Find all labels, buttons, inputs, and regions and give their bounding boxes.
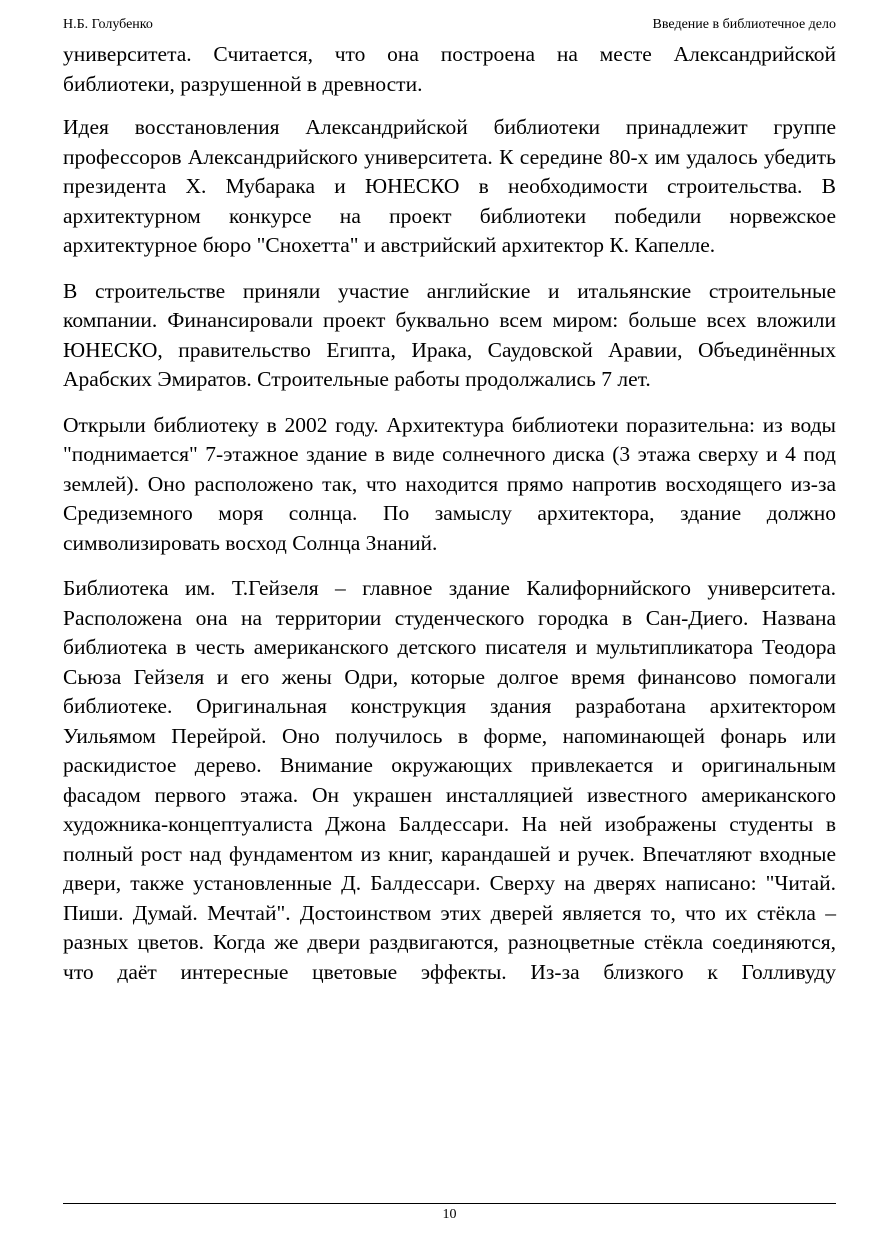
footer-divider — [63, 1203, 836, 1204]
page-body — [63, 40, 836, 987]
paragraph-geisel-library: Библиотека им. Т.Гейзеля – главное здание Калифорнийского университета. Расположена она на территории студенческого городка в Сан-Диего. Названа библиотека в честь американского детского писателя и мультипликатора Теодора Сьюза Гейзеля и его жены Одри, которые долгое время финансово помогали библиотеке. Оригинальная конструкция здания разработана архитектором Уильямом Перейрой. Оно получилось в форме, напоминающей фонарь или раскидистое дерево. Внимание окружающих привлекается и оригинальным фасадом первого этажа. Он украшен инсталляцией известного американского художника-концептуалиста Джона Балдессари. На ней изображены студенты в полный рост над фундаментом из книг, карандашей и ручек. Впечатляют входные двери, также установленные Д. Балдессари. Сверху на дверях написано: "Читай. Пиши. Думай. Мечтай". Достоинством этих дверей является то, что их стёкла – разных цветов. Когда же двери раздвигаются, разноцветные стёкла соединяются, что даёт интересные цветовые эффекты. Из-за близкого к Голливуду — [63, 576, 836, 984]
page-header — [63, 16, 836, 34]
header-document-title: Введение в библиотечное дело — [652, 17, 836, 32]
paragraph-continuation: университета. Считается, что она построена на месте Александрийской библиотеки, разрушенной в древности. — [63, 42, 836, 96]
page-number: 10 — [442, 1207, 457, 1222]
header-author: Н.Б. Голубенко — [63, 17, 153, 32]
paragraph-library-opening: Открыли библиотеку в 2002 году. Архитектура библиотеки поразительна: из воды "поднимается" 7-этажное здание в виде солнечного диска (3 этажа сверху и 4 под землей). Оно расположено так, что находится прямо напротив восходящего из-за Средиземного моря солнца. По замыслу архитектора, здание должно символизировать восход Солнца Знаний. — [63, 412, 836, 555]
paragraph-construction-funding: В строительстве приняли участие английские и итальянские строительные компании. Финансировали проект буквально всем миром: больше всех вложили ЮНЕСКО, правительство Египта, Ирака, Саудовской Аравии, Объединённых Арабских Эмиратов. Строительные работы продолжались 7 лет. — [63, 278, 836, 391]
paragraph-library-restoration-idea: Идея восстановления Александрийской библиотеки принадлежит группе профессоров Александрийского университета. К середине 80-х им удалось убедить президента Х. Мубарака и ЮНЕСКО в необходимости строительства. В архитектурном конкурсе на проект библиотеки победили норвежское архитектурное бюро "Снохетта" и австрийский архитектор К. Капелле. — [63, 115, 836, 257]
